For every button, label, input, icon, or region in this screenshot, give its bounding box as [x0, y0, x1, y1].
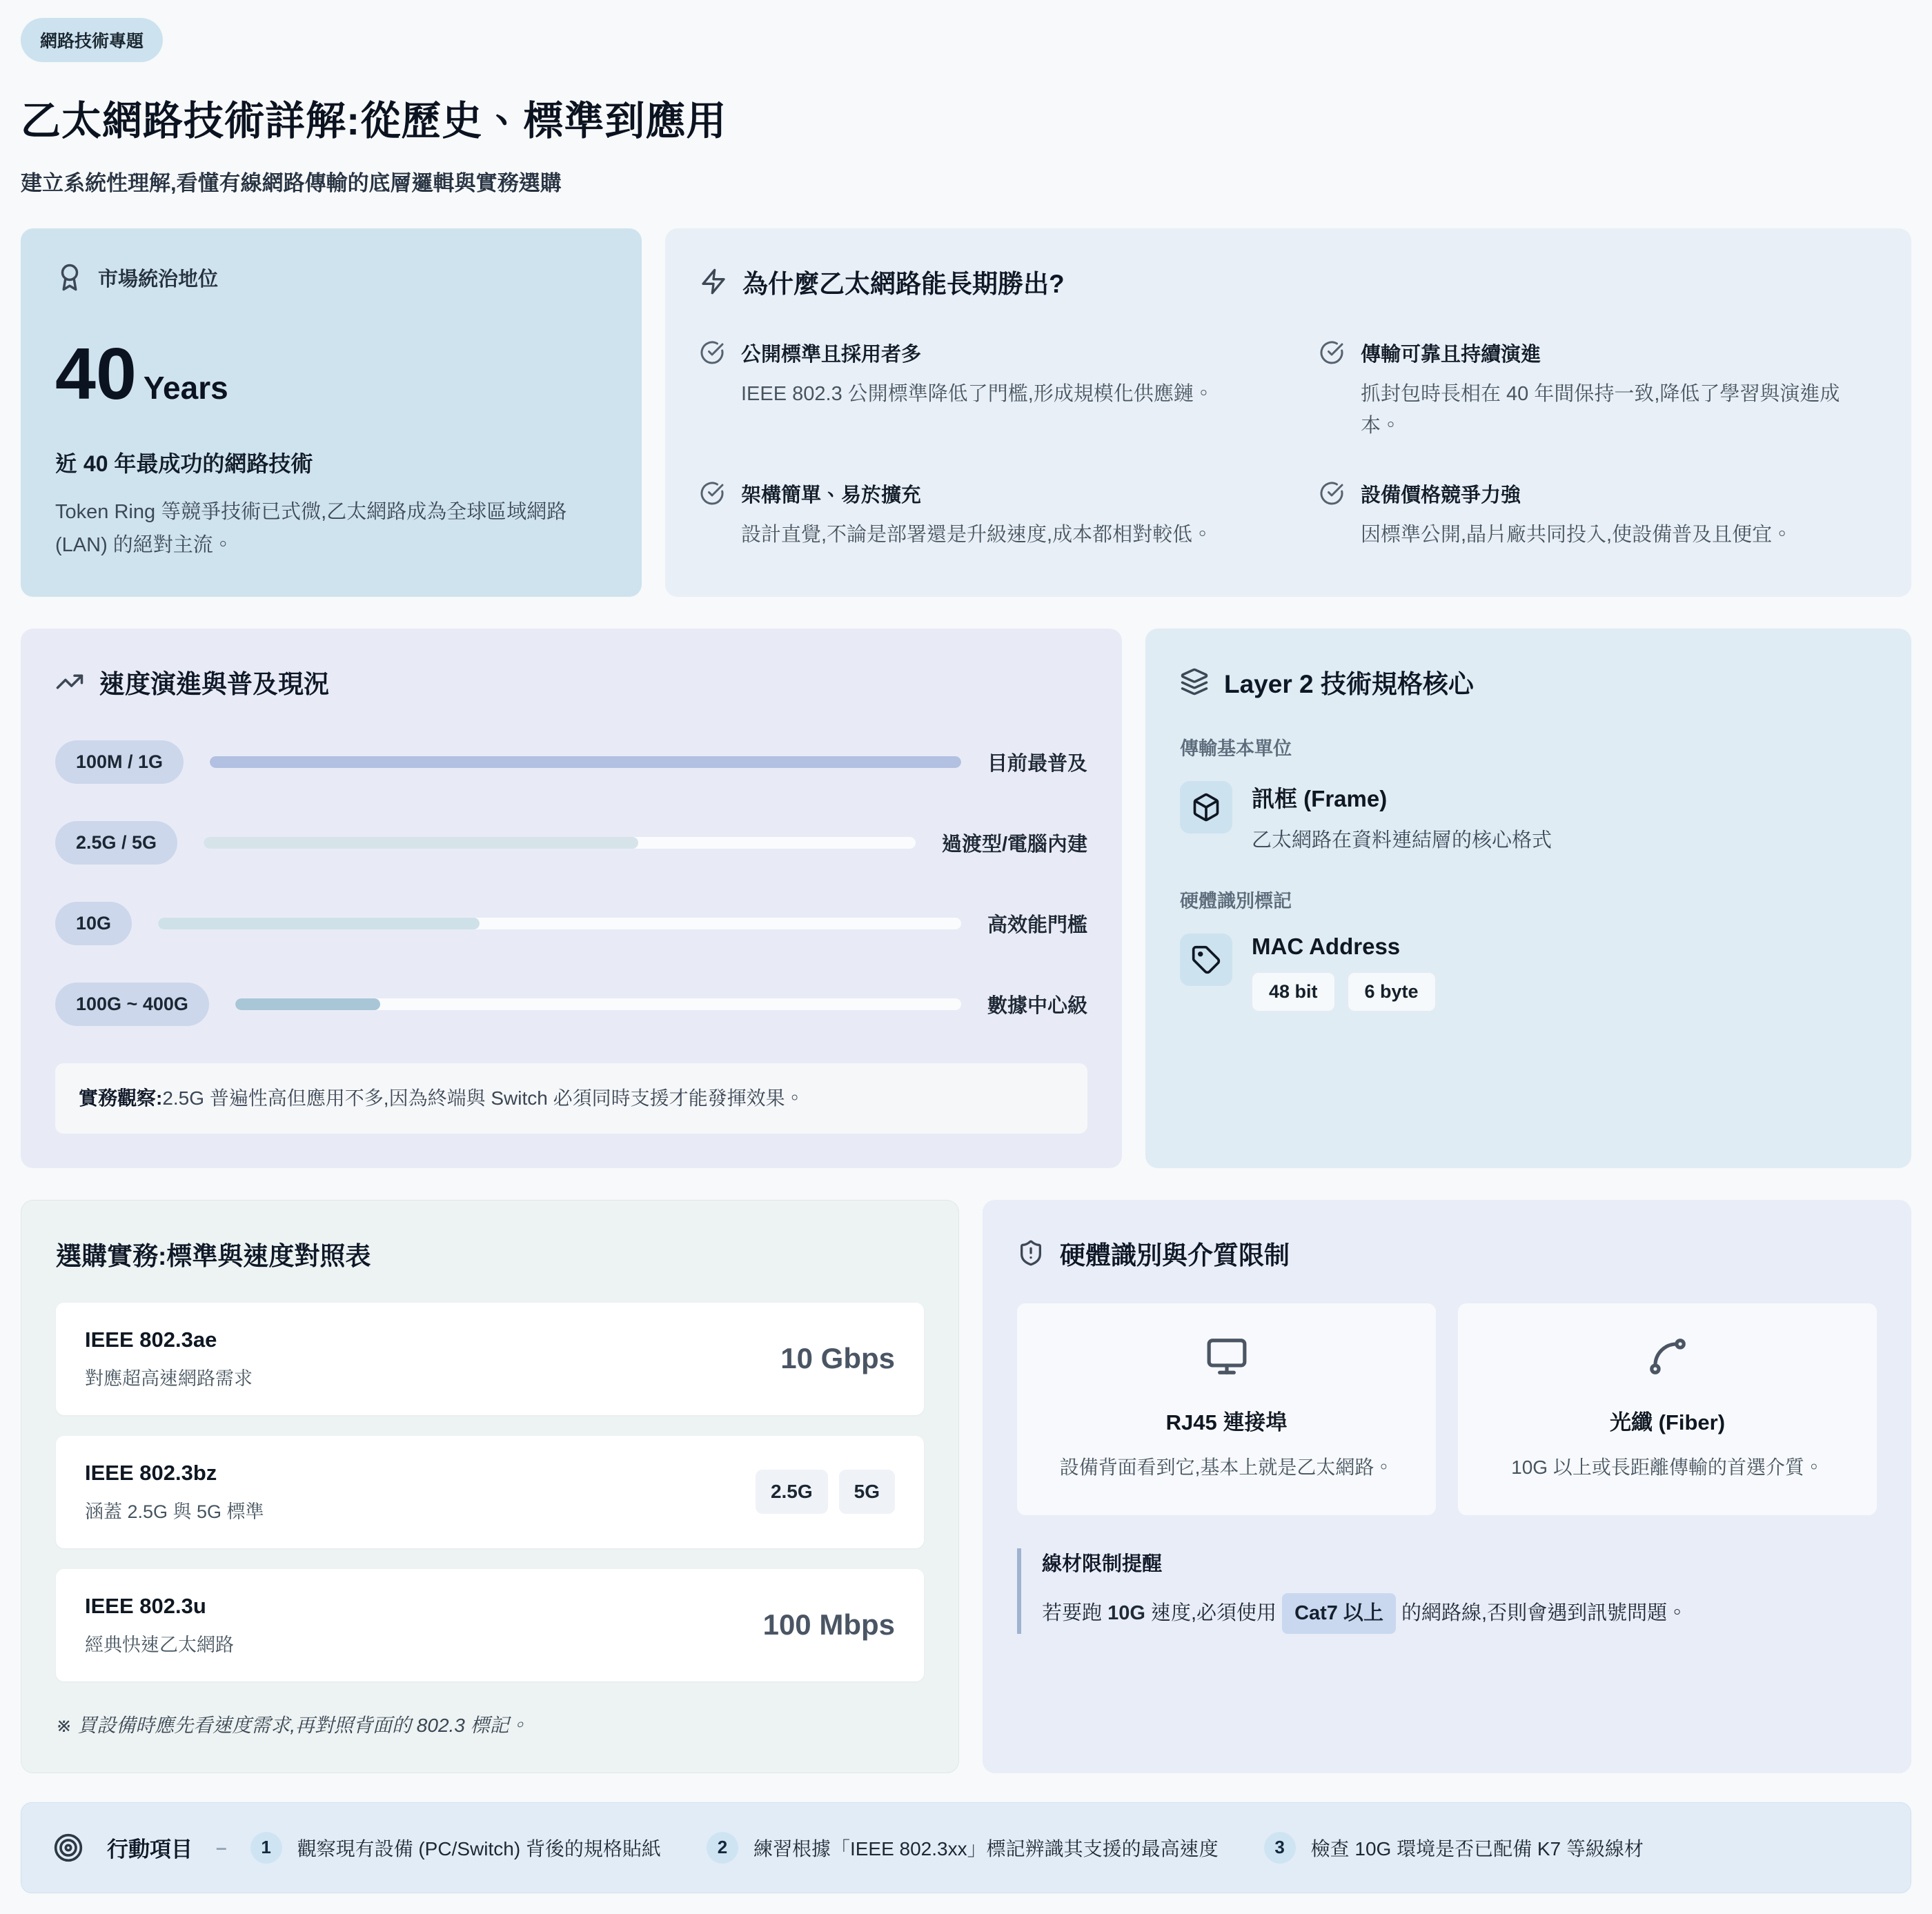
speed-row [55, 902, 1087, 945]
standards-title: 選購實務:標準與速度對照表 [56, 1241, 371, 1270]
mac-item [1180, 934, 1877, 1012]
stat-value: 40 [55, 333, 137, 415]
speed-badge: 5G [839, 1470, 895, 1514]
bar-fill [204, 837, 638, 849]
bottom-row [21, 1200, 1911, 1773]
why-item-body: 抓封包時長相在 40 年間保持一致,降低了學習與演進成本。 [1361, 383, 1840, 437]
tag-icon [1180, 934, 1232, 986]
cat7-badge: Cat7 以上 [1282, 1593, 1396, 1633]
l2-unit-label: 傳輸基本單位 [1180, 738, 1292, 759]
hardware-card [983, 1200, 1911, 1773]
speed-pill: 100M / 1G [55, 740, 184, 784]
speed-tag: 高效能門檻 [987, 914, 1087, 936]
standard-desc: 涵蓋 2.5G 與 5G 標準 [85, 1501, 264, 1522]
page-title: 乙太網路技術詳解:從歷史、標準到應用 [21, 99, 727, 144]
standard-name: IEEE 802.3ae [85, 1327, 217, 1352]
rj45-title: RJ45 連接埠 [1165, 1410, 1288, 1434]
standard-value: 100 Mbps [762, 1608, 895, 1641]
stat-unit: Years [143, 370, 228, 406]
speed-evolution-card [21, 629, 1122, 1168]
speed-note [55, 1063, 1087, 1134]
why-grid [700, 339, 1877, 551]
hardware-grid [1017, 1303, 1877, 1516]
shield-alert-icon [1017, 1239, 1045, 1267]
action-number: 3 [1264, 1832, 1296, 1864]
speed-pill: 2.5G / 5G [55, 821, 177, 865]
standards-footnote: ※ 買設備時應先看速度需求,再對照背面的 802.3 標記。 [56, 1714, 529, 1736]
market-label: 市場統治地位 [98, 268, 219, 290]
actions-title: 行動項目 [107, 1837, 193, 1862]
award-icon [55, 263, 84, 292]
cable-note-title: 線材限制提醒 [1042, 1553, 1163, 1576]
hardware-title: 硬體識別與介質限制 [1060, 1241, 1290, 1270]
why-item [700, 480, 1257, 551]
action-number: 1 [250, 1832, 282, 1864]
speed-tag: 數據中心級 [987, 994, 1087, 1017]
action-text: 檢查 10G 環境是否已配備 K7 等級線材 [1310, 1837, 1644, 1859]
speed-row [55, 821, 1087, 865]
bar-track [158, 918, 961, 929]
why-item-body: IEEE 802.3 公開標準降低了門檻,形成規模化供應鏈。 [741, 383, 1214, 405]
frame-item [1180, 781, 1877, 853]
standard-name: IEEE 802.3u [85, 1593, 206, 1618]
check-circle-icon [1319, 481, 1344, 551]
fiber-desc: 10G 以上或長距離傳輸的首選介質。 [1511, 1456, 1824, 1478]
why-item-title: 傳輸可靠且持續演進 [1361, 344, 1541, 366]
rj45-box [1017, 1303, 1436, 1516]
speed-pill: 10G [55, 902, 132, 945]
l2-id-label: 硬體識別標記 [1180, 890, 1292, 911]
monitor-icon [1045, 1335, 1408, 1378]
why-item-body: 設計直覺,不論是部署還是升級速度,成本都相對較低。 [741, 523, 1213, 546]
frame-title: 訊框 (Frame) [1252, 785, 1388, 811]
table-row [56, 1303, 924, 1415]
target-icon [53, 1833, 83, 1863]
action-items-bar [21, 1802, 1911, 1893]
why-item-title: 架構簡單、易於擴充 [741, 484, 922, 506]
table-row [56, 1569, 924, 1681]
standard-name: IEEE 802.3bz [85, 1460, 217, 1485]
standard-value: 10 Gbps [780, 1342, 895, 1375]
speed-badge: 2.5G [756, 1470, 828, 1514]
middle-row [21, 629, 1911, 1168]
bar-track [210, 756, 961, 768]
mac-title: MAC Address [1252, 933, 1401, 959]
mac-badge: 48 bit [1252, 972, 1335, 1012]
separator-dash: – [216, 1836, 227, 1858]
box-icon [1180, 781, 1232, 833]
page-subtitle: 建立系統性理解,看懂有線網路傳輸的底層邏輯與實務選購 [21, 171, 562, 195]
why-item-title: 公開標準且採用者多 [741, 344, 922, 366]
trending-up-icon [55, 667, 84, 696]
cable-limit-note [1017, 1548, 1877, 1633]
market-stat [55, 333, 607, 415]
zap-icon [700, 268, 727, 295]
speed-bars [55, 740, 1087, 1026]
action-item [1264, 1832, 1644, 1864]
standards-rows [56, 1303, 924, 1681]
bar-track [235, 998, 961, 1010]
frame-desc: 乙太網路在資料連結層的核心格式 [1252, 829, 1552, 851]
note-text-bold: 10G [1107, 1602, 1145, 1625]
standards-table-card [21, 1200, 959, 1773]
layer2-card [1145, 629, 1911, 1168]
layer2-title: Layer 2 技術規格核心 [1224, 669, 1474, 698]
why-item-title: 設備價格競爭力強 [1361, 484, 1521, 506]
note-text-mid: 速度,必須使用 [1145, 1602, 1283, 1625]
standard-desc: 對應超高速網路需求 [85, 1368, 253, 1389]
speed-tag: 目前最普及 [987, 752, 1087, 775]
rj45-desc: 設備背面看到它,基本上就是乙太網路。 [1059, 1456, 1394, 1478]
topic-badge: 網路技術專題 [21, 18, 163, 62]
why-item-body: 因標準公開,晶片廠共同投入,使設備普及且便宜。 [1361, 523, 1793, 546]
note-text-pre: 若要跑 [1042, 1602, 1108, 1625]
fiber-title: 光纖 (Fiber) [1609, 1410, 1726, 1434]
page-header [21, 18, 1911, 197]
note-text-post: 的網路線,否則會遇到訊號問題。 [1395, 1602, 1688, 1625]
table-row [56, 1436, 924, 1548]
speed-note-text: 2.5G 普遍性高但應用不多,因為終端與 Switch 必須同時支援才能發揮效果。 [162, 1087, 805, 1109]
market-body: Token Ring 等競爭技術已式微,乙太網路成為全球區域網路 (LAN) 的絕對主流。 [55, 501, 567, 556]
fiber-spline-icon [1486, 1335, 1849, 1378]
check-circle-icon [700, 481, 724, 551]
bar-fill [158, 918, 480, 929]
why-title: 為什麼乙太網路能長期勝出? [742, 270, 1065, 298]
market-heading: 近 40 年最成功的網路技術 [55, 451, 313, 476]
action-items [250, 1832, 1879, 1864]
why-item [1319, 480, 1877, 551]
action-text: 練習根據「IEEE 802.3xx」標記辨識其支援的最高速度 [753, 1837, 1219, 1859]
speed-row [55, 740, 1087, 784]
speed-pill: 100G ~ 400G [55, 983, 209, 1026]
speed-row [55, 983, 1087, 1026]
fiber-box [1458, 1303, 1877, 1516]
layers-icon [1180, 667, 1209, 696]
hero-row [21, 228, 1911, 597]
speed-tag: 過渡型/電腦內建 [941, 833, 1087, 856]
market-dominance-card [21, 228, 642, 597]
cable-note-text [1042, 1593, 1877, 1633]
speed-title: 速度演進與普及現況 [99, 669, 329, 698]
action-number: 2 [707, 1832, 738, 1864]
why-item [700, 339, 1257, 442]
standard-desc: 經典快速乙太網路 [85, 1634, 234, 1655]
bar-track [204, 837, 916, 849]
check-circle-icon [1319, 340, 1344, 442]
mac-badge: 6 byte [1348, 972, 1436, 1012]
why-item [1319, 339, 1877, 442]
action-text: 觀察現有設備 (PC/Switch) 背後的規格貼紙 [297, 1837, 661, 1859]
action-item [250, 1832, 661, 1864]
bar-fill [235, 998, 380, 1010]
action-item [707, 1832, 1219, 1864]
bar-fill [210, 756, 961, 768]
speed-note-label: 實務觀察: [79, 1087, 163, 1109]
check-circle-icon [700, 340, 724, 442]
why-card [665, 228, 1911, 597]
